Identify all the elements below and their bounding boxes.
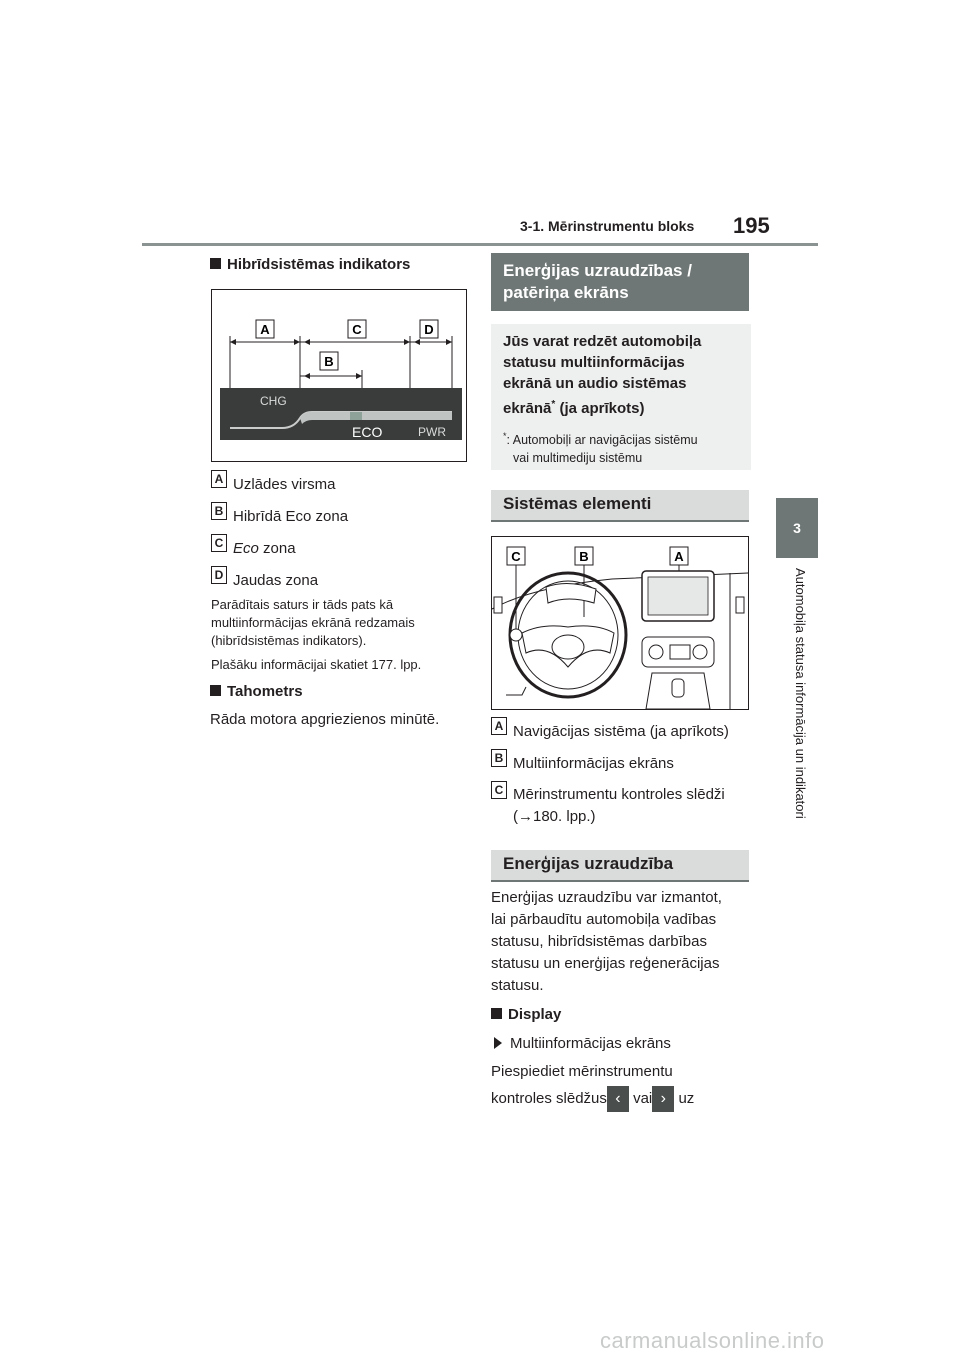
legend-item-b: B Hibrīdā Eco zona bbox=[211, 508, 348, 525]
chapter-title: Automobiļa statusa informācija un indikatori bbox=[793, 568, 808, 819]
callout-c: C bbox=[511, 549, 521, 564]
square-bullet-icon bbox=[491, 1008, 502, 1019]
legend-item-d: D Jaudas zona bbox=[211, 572, 318, 589]
callout-d: D bbox=[424, 322, 434, 337]
heading-display: Display bbox=[491, 1006, 561, 1023]
badge-b: B bbox=[211, 502, 227, 520]
heading-tachometer: Tahometrs bbox=[210, 683, 303, 700]
chapter-tab: 3 bbox=[776, 498, 818, 558]
gauge-label-chg: CHG bbox=[260, 394, 287, 408]
info-text: Jūs varat redzēt automobiļa statusu multiinformācijas ekrānā un audio sistēmas ekrānā* (ja aprīkots) bbox=[503, 333, 702, 417]
square-bullet-icon bbox=[210, 685, 221, 696]
heading-hybrid-indicator: Hibrīdsistēmas indikators bbox=[210, 256, 410, 273]
gauge-label-eco: ECO bbox=[352, 424, 383, 440]
legend-item-c: C Mērinstrumentu kontroles slēdži (→180. lpp.) bbox=[491, 787, 725, 828]
callout-b: B bbox=[324, 354, 334, 369]
note-more-info: Plašāku informācijai skatiet 177. lpp. bbox=[211, 657, 422, 672]
page-number: 195 bbox=[733, 213, 770, 238]
section-energy-monitor-title: Enerģijas uzraudzība bbox=[491, 850, 749, 882]
info-box bbox=[491, 324, 751, 470]
badge-c: C bbox=[491, 781, 507, 799]
triangle-bullet-icon bbox=[494, 1037, 502, 1049]
badge-b: B bbox=[491, 749, 507, 767]
section-system-elements-heading: Sistēmas elementi bbox=[491, 490, 749, 522]
badge-a: A bbox=[491, 717, 507, 735]
hybrid-indicator-illustration bbox=[212, 290, 466, 461]
legend-item-b: B Multiinformācijas ekrāns bbox=[491, 755, 674, 772]
callout-c: C bbox=[352, 322, 362, 337]
watermark: carmanualsonline.info bbox=[600, 1328, 825, 1353]
note-content-same: Parādītais saturs ir tāds pats kā multiinformācijas ekrānā redzamais (hibrīdsistēmas indikators). bbox=[211, 597, 415, 648]
legend-item-a: A Uzlādes virsma bbox=[211, 476, 336, 493]
badge-c: C bbox=[211, 534, 227, 552]
dashboard-illustration bbox=[492, 537, 748, 709]
badge-a: A bbox=[211, 470, 227, 488]
tachometer-description: Rāda motora apgriezienos minūtē. bbox=[210, 711, 440, 728]
section-energy-monitor-heading: Enerģijas uzraudzības / patēriņa ekrāns bbox=[491, 253, 749, 311]
hybrid-indicator-figure bbox=[211, 289, 467, 462]
page-reference: (→180. lpp.) bbox=[513, 808, 596, 825]
badge-d: D bbox=[211, 566, 227, 584]
chevron-left-icon: ‹ bbox=[607, 1086, 629, 1112]
instruction-line2: kontroles slēdžus ‹ vai › uz bbox=[491, 1086, 694, 1112]
square-bullet-icon bbox=[210, 258, 221, 269]
legend-item-a: A Navigācijas sistēma (ja aprīkots) bbox=[491, 723, 729, 740]
instruction-line1: Piespiediet mērinstrumentu bbox=[491, 1063, 673, 1080]
callout-a: A bbox=[260, 322, 270, 337]
callout-b: B bbox=[579, 549, 589, 564]
callout-a: A bbox=[674, 549, 684, 564]
section-header: 3-1. Mērinstrumentu bloks bbox=[520, 218, 695, 234]
bullet-multi-info-display: Multiinformācijas ekrāns bbox=[494, 1033, 671, 1054]
legend-item-c: C Eco zona bbox=[211, 540, 296, 557]
chevron-right-icon: › bbox=[652, 1086, 674, 1112]
dashboard-figure bbox=[491, 536, 749, 710]
footnote: *: Automobiļi ar navigācijas sistēmu vai multimediju sistēmu bbox=[503, 431, 698, 466]
gauge-label-pwr: PWR bbox=[418, 425, 446, 439]
header-divider bbox=[142, 243, 818, 246]
energy-monitor-paragraph: Enerģijas uzraudzību var izmantot, lai pārbaudītu automobiļa vadības statusu, hibrīdsistēmas darbības statusu un enerģijas reģenerācijas statusu. bbox=[491, 889, 722, 994]
